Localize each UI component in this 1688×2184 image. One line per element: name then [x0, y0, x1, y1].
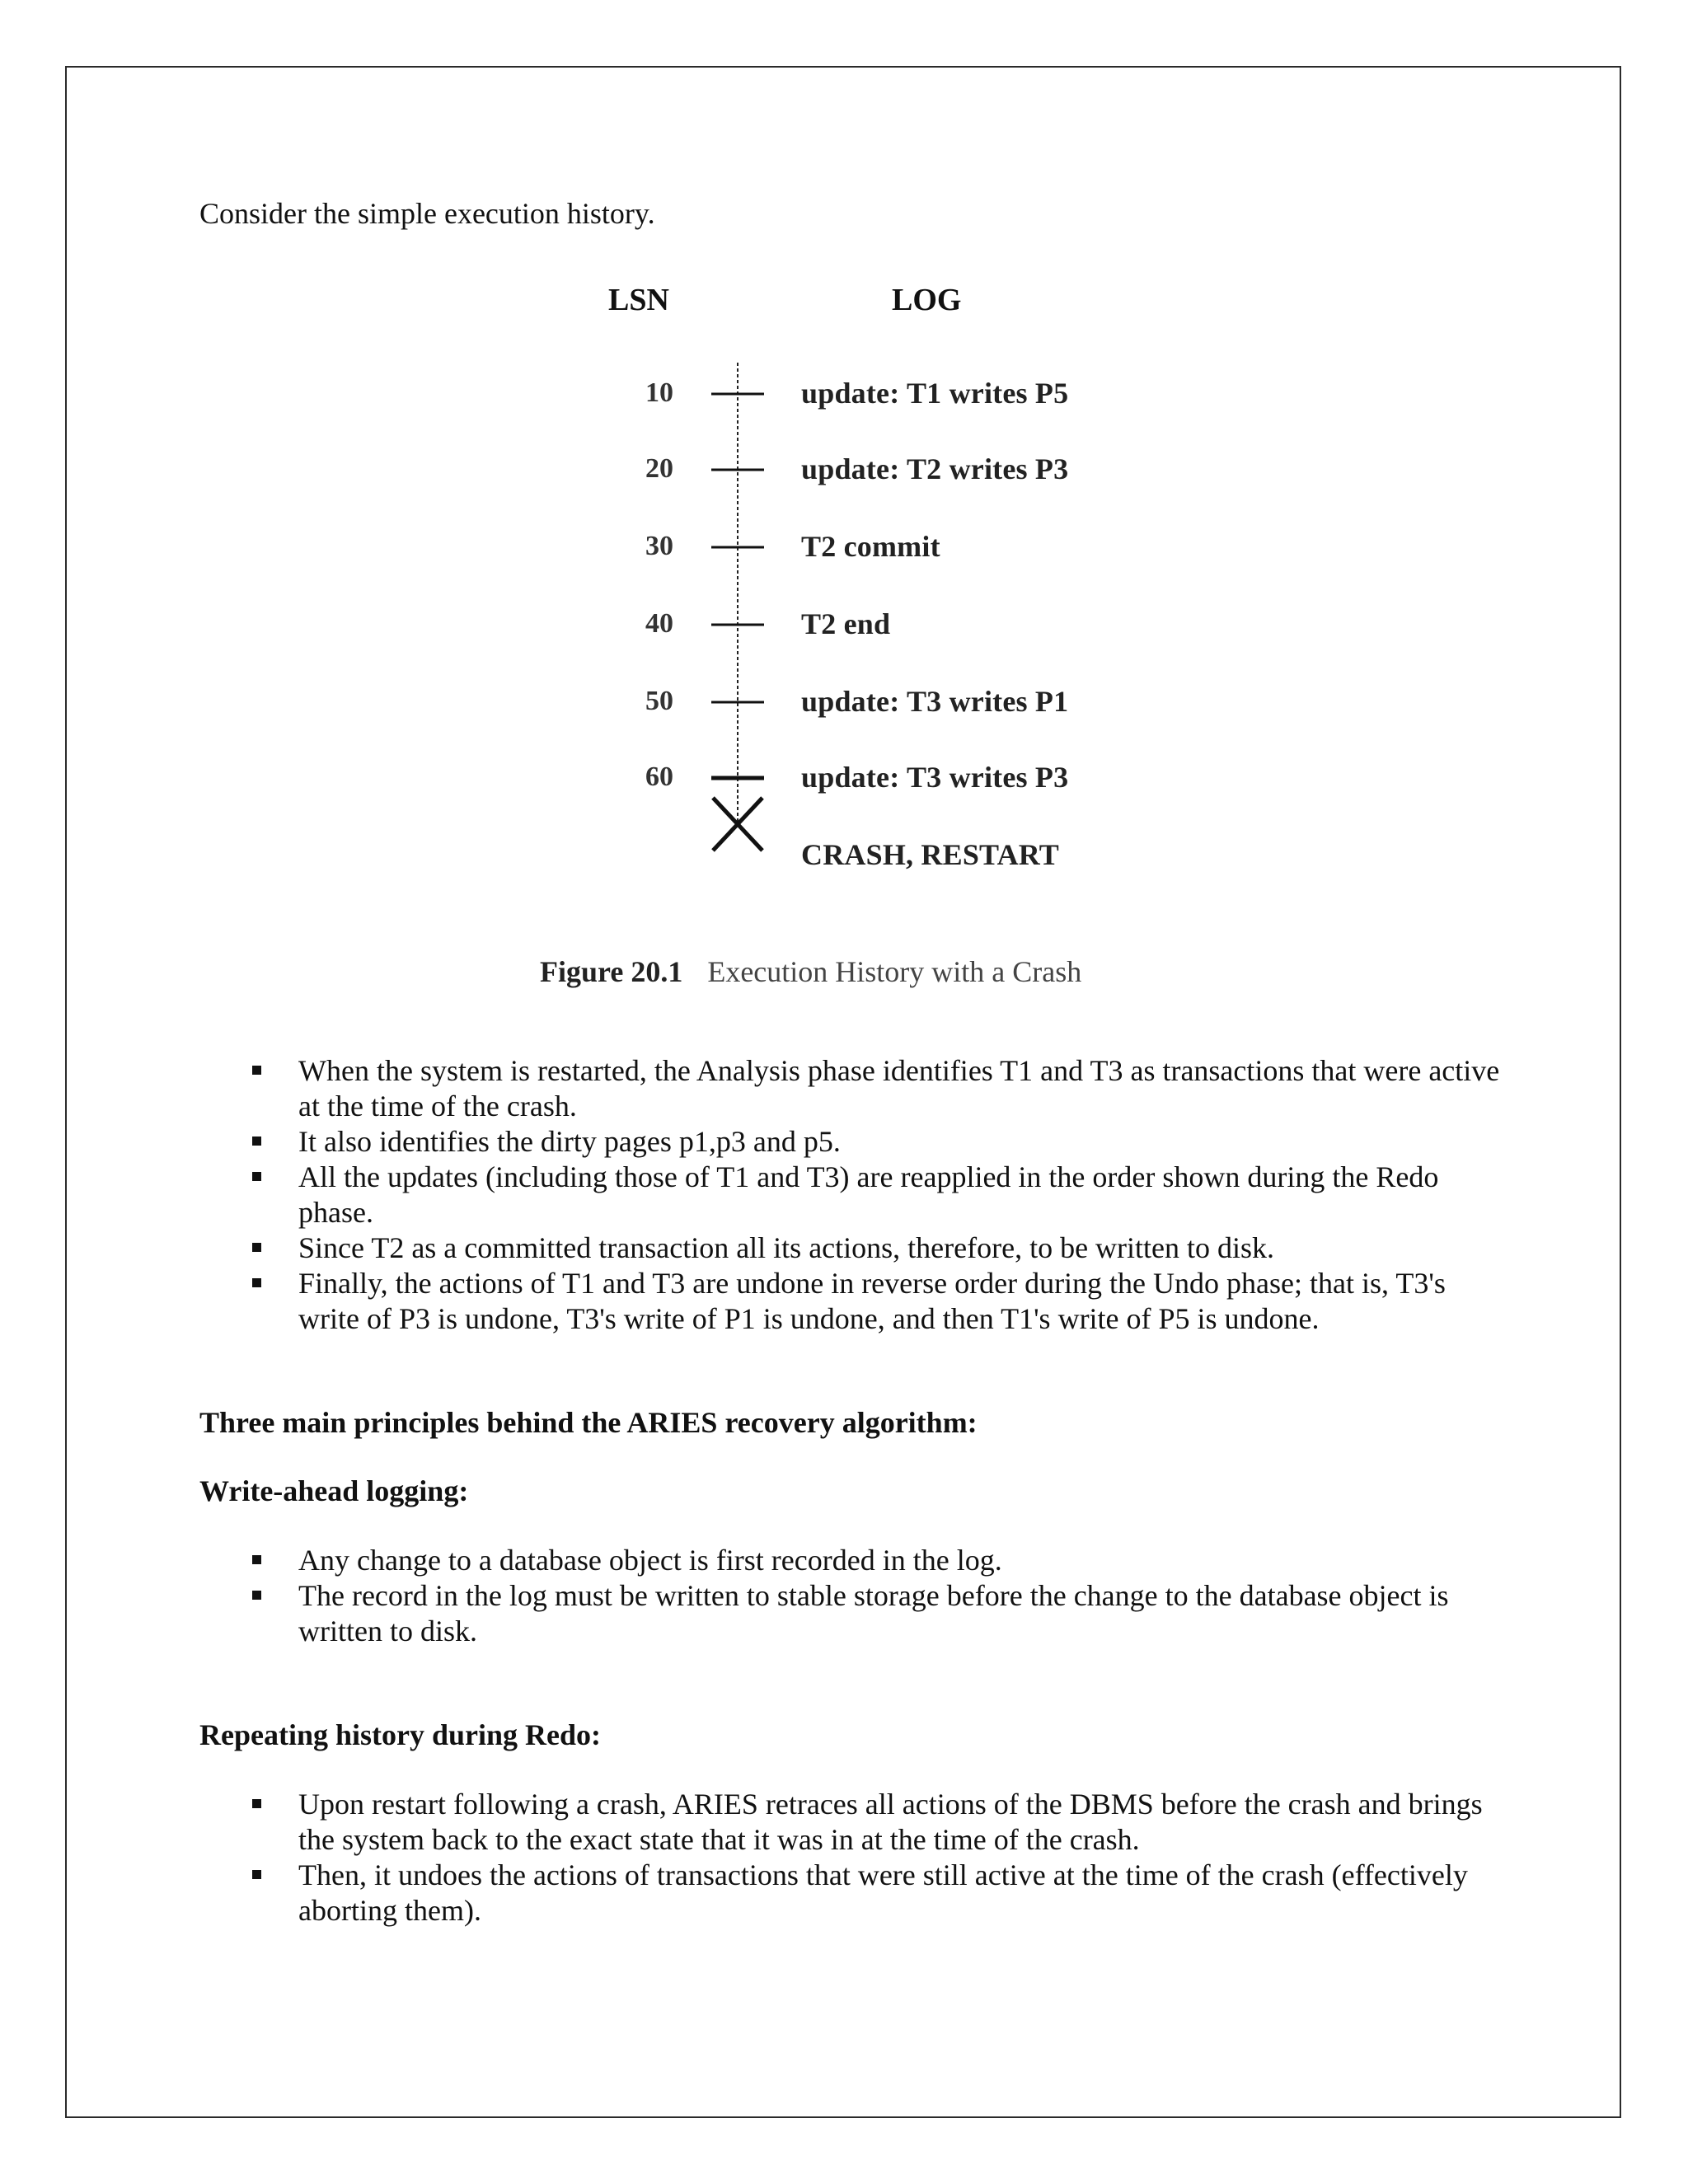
- list-item: Upon restart following a crash, ARIES retraces all actions of the DBMS before the crash and brings the system back to the exact state that it was in at the time of the crash.: [247, 1787, 1500, 1858]
- log-timeline: [705, 363, 771, 898]
- log-entry: T2 commit: [801, 530, 940, 563]
- lsn-value: 40: [645, 608, 673, 639]
- principles-heading: Three main principles behind the ARIES recovery algorithm:: [199, 1406, 978, 1439]
- crash-restart-label: CRASH, RESTART: [801, 838, 1059, 871]
- log-entry: T2 end: [801, 607, 891, 640]
- lsn-value: 30: [645, 531, 673, 561]
- analysis-bullet-list: [247, 1053, 1500, 1337]
- log-entry: update: T1 writes P5: [801, 377, 1069, 410]
- list-item: The record in the log must be written to stable storage before the change to the database object is written to disk.: [247, 1578, 1500, 1649]
- figure-number: Figure 20.1: [540, 955, 683, 988]
- list-item: All the updates (including those of T1 and T3) are reapplied in the order shown during the Redo phase.: [247, 1160, 1500, 1230]
- figure-title: Execution History with a Crash: [707, 955, 1082, 988]
- log-entry: update: T2 writes P3: [801, 452, 1069, 485]
- crash-cross-icon: [713, 798, 762, 851]
- lsn-value: 20: [645, 453, 673, 484]
- list-item: When the system is restarted, the Analysis phase identifies T1 and T3 as transactions that were active at the time of the crash.: [247, 1053, 1500, 1124]
- list-item: Then, it undoes the actions of transactions that were still active at the time of the crash (effectively aborting them).: [247, 1858, 1500, 1929]
- lsn-value: 50: [645, 686, 673, 716]
- figure-caption: [540, 954, 1081, 989]
- lsn-column-header: LSN: [608, 283, 669, 317]
- redo-bullet-list: [247, 1787, 1500, 1929]
- log-entry: update: T3 writes P1: [801, 685, 1069, 718]
- intro-text: Consider the simple execution history.: [199, 197, 655, 230]
- wal-heading: Write-ahead logging:: [199, 1474, 469, 1507]
- list-item: Since T2 as a committed transaction all its actions, therefore, to be written to disk.: [247, 1230, 1500, 1266]
- list-item: Finally, the actions of T1 and T3 are undone in reverse order during the Undo phase; that is, T3's write of P3 is undone, T3's write of P1 is undone, and then T1's write of P5 is undone.: [247, 1266, 1500, 1337]
- execution-history-figure: [511, 272, 1220, 997]
- redo-heading: Repeating history during Redo:: [199, 1718, 602, 1751]
- list-item: It also identifies the dirty pages p1,p3 and p5.: [247, 1124, 1500, 1160]
- lsn-value: 60: [645, 762, 673, 792]
- wal-bullet-list: [247, 1543, 1500, 1649]
- lsn-value: 10: [645, 377, 673, 408]
- list-item: Any change to a database object is first recorded in the log.: [247, 1543, 1500, 1578]
- log-entry: update: T3 writes P3: [801, 761, 1069, 794]
- log-column-header: LOG: [892, 283, 962, 317]
